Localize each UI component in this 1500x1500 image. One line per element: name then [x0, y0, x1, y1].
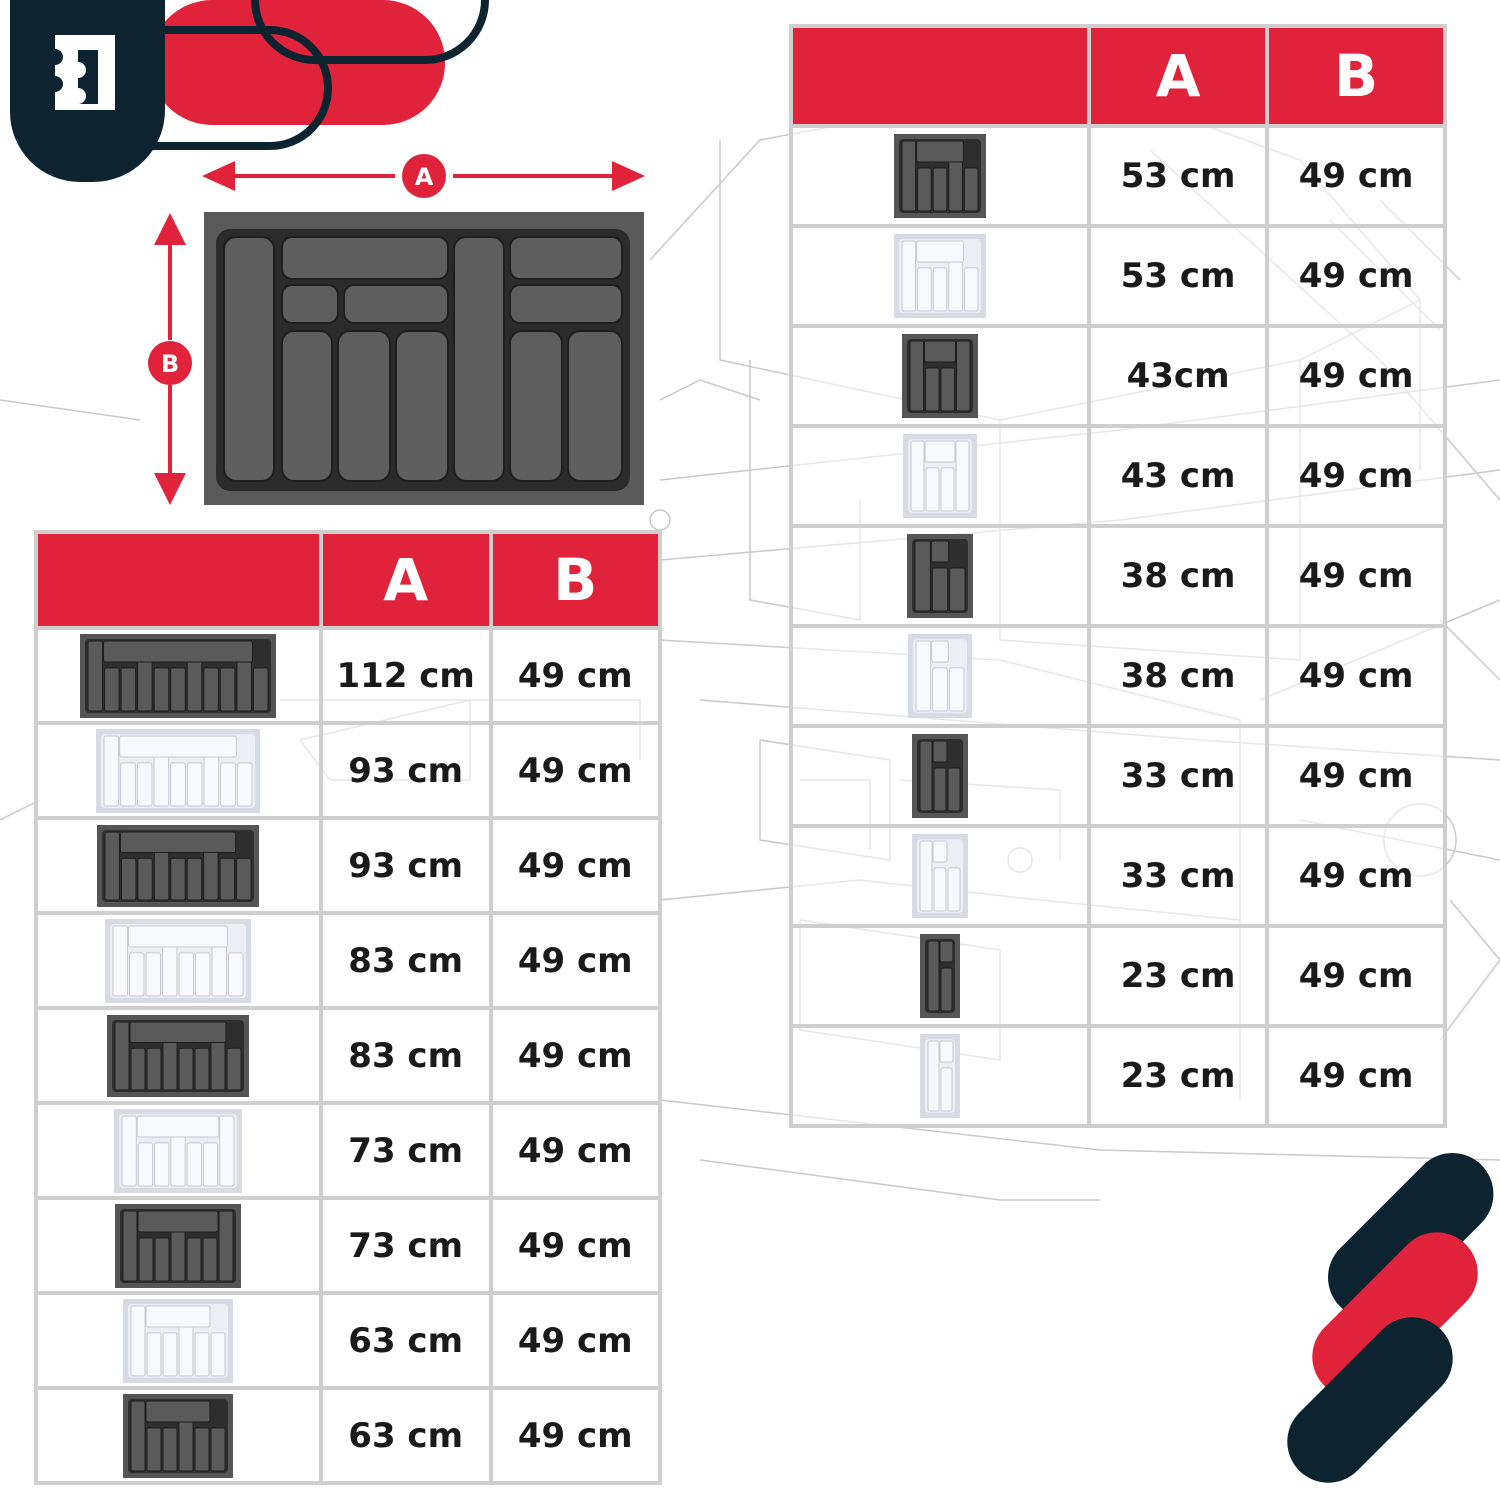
dimension-a-cell: 43 cm [1089, 426, 1267, 526]
dimension-b-cell: 49 cm [491, 913, 661, 1008]
table-row [791, 126, 1445, 226]
dimension-a-cell: 33 cm [1089, 726, 1267, 826]
tray-image-anthracite [894, 134, 986, 218]
tray-image-cell [36, 723, 321, 818]
dimension-b-cell: 49 cm [1267, 526, 1445, 626]
dimension-a-cell: 73 cm [321, 1198, 491, 1293]
dimension-b-cell: 49 cm [491, 723, 661, 818]
tray-image-cell [36, 1198, 321, 1293]
dimension-a-cell: 38 cm [1089, 526, 1267, 626]
table-row [36, 1198, 660, 1293]
tray-image-anthracite [902, 334, 978, 418]
decorative-pills [1270, 1150, 1500, 1500]
dimension-a-cell: 112 cm [321, 628, 491, 723]
size-table-left [34, 530, 662, 1485]
dimension-a-cell: 38 cm [1089, 626, 1267, 726]
size-table-right [789, 24, 1447, 1128]
tray-image-anthracite [115, 1204, 241, 1288]
dimension-label-b: B [160, 350, 180, 378]
table-row [36, 723, 660, 818]
tray-image-white [894, 234, 986, 318]
table-row [36, 628, 660, 723]
tray-image-cell [36, 628, 321, 723]
header-image-column [36, 532, 321, 628]
dimension-b-cell: 49 cm [1267, 426, 1445, 526]
dimension-b-cell: 49 cm [1267, 926, 1445, 1026]
tray-image-white [908, 634, 972, 718]
dimension-a-cell: 93 cm [321, 723, 491, 818]
dimension-b-cell: 49 cm [491, 1198, 661, 1293]
dimension-b-cell: 49 cm [1267, 626, 1445, 726]
tray-image-white [903, 434, 977, 518]
dimension-b-cell: 49 cm [491, 1008, 661, 1103]
header-b: B [1267, 26, 1445, 126]
tray-image-cell [791, 426, 1089, 526]
table-row [36, 1388, 660, 1483]
table-row [791, 426, 1445, 526]
tray-image-anthracite [80, 634, 276, 718]
dimension-a-cell: 63 cm [321, 1388, 491, 1483]
dimension-a-cell: 53 cm [1089, 126, 1267, 226]
dimension-a-cell: 53 cm [1089, 226, 1267, 326]
table-row [36, 1008, 660, 1103]
tray-image-white [920, 1034, 960, 1118]
dimension-b-cell: 49 cm [1267, 226, 1445, 326]
dimension-b-cell: 49 cm [1267, 726, 1445, 826]
tray-image-anthracite [920, 934, 960, 1018]
dimension-a-cell: 63 cm [321, 1293, 491, 1388]
table-row [36, 818, 660, 913]
table-row [36, 1293, 660, 1388]
tray-image-cell [36, 1293, 321, 1388]
tray-image-anthracite [907, 534, 973, 618]
header-b: B [491, 532, 661, 628]
tray-image-white [912, 834, 968, 918]
tray-image-anthracite [123, 1394, 233, 1478]
tray-image-anthracite [107, 1015, 249, 1097]
dimension-b-cell: 49 cm [1267, 326, 1445, 426]
header-a: A [321, 532, 491, 628]
tray-image-cell [36, 1103, 321, 1198]
tray-image-anthracite [97, 825, 259, 907]
tray-image-cell [791, 126, 1089, 226]
table-row [791, 926, 1445, 1026]
table-row [791, 626, 1445, 726]
dimension-b-cell: 49 cm [491, 1103, 661, 1198]
tray-image-cell [791, 326, 1089, 426]
tray-image-cell [791, 526, 1089, 626]
dimension-b-cell: 49 cm [1267, 826, 1445, 926]
table-row [791, 1026, 1445, 1126]
tray-image-cell [36, 818, 321, 913]
dimension-diagram [140, 145, 660, 515]
dimension-arrow-b [148, 213, 192, 505]
dimension-b-cell: 49 cm [491, 628, 661, 723]
dimension-a-cell: 33 cm [1089, 826, 1267, 926]
dimension-a-cell: 83 cm [321, 913, 491, 1008]
dimension-label-a: A [414, 163, 434, 191]
tray-image-cell [791, 826, 1089, 926]
tray-image-cell [791, 226, 1089, 326]
table-header-row [36, 532, 660, 628]
tray-image-white [123, 1299, 233, 1383]
tray-image-cell [36, 913, 321, 1008]
cutlery-tray-large [204, 212, 644, 505]
tray-image-cell [791, 1026, 1089, 1126]
tray-image-cell [791, 926, 1089, 1026]
dimension-b-cell: 49 cm [1267, 126, 1445, 226]
table-row [791, 226, 1445, 326]
dimension-a-cell: 43cm [1089, 326, 1267, 426]
header-image-column [791, 26, 1089, 126]
tray-image-white [96, 729, 260, 813]
table-row [791, 826, 1445, 926]
table-row [36, 1103, 660, 1198]
dimension-b-cell: 49 cm [1267, 1026, 1445, 1126]
tray-image-cell [36, 1008, 321, 1103]
tray-image-cell [791, 726, 1089, 826]
tray-image-anthracite [912, 734, 968, 818]
table-row [791, 726, 1445, 826]
dimension-a-cell: 93 cm [321, 818, 491, 913]
tray-image-white [114, 1109, 242, 1193]
table-row [36, 913, 660, 1008]
dimension-a-cell: 73 cm [321, 1103, 491, 1198]
table-header-row [791, 26, 1445, 126]
dimension-b-cell: 49 cm [491, 1293, 661, 1388]
dimension-b-cell: 49 cm [491, 1388, 661, 1483]
dimension-arrow-a [202, 154, 645, 198]
tray-image-white [105, 919, 251, 1003]
dimension-a-cell: 23 cm [1089, 926, 1267, 1026]
header-a: A [1089, 26, 1267, 126]
table-row [791, 326, 1445, 426]
dimension-b-cell: 49 cm [491, 818, 661, 913]
tray-image-cell [791, 626, 1089, 726]
table-row [791, 526, 1445, 626]
tray-image-cell [36, 1388, 321, 1483]
dimension-a-cell: 23 cm [1089, 1026, 1267, 1126]
dimension-a-cell: 83 cm [321, 1008, 491, 1103]
